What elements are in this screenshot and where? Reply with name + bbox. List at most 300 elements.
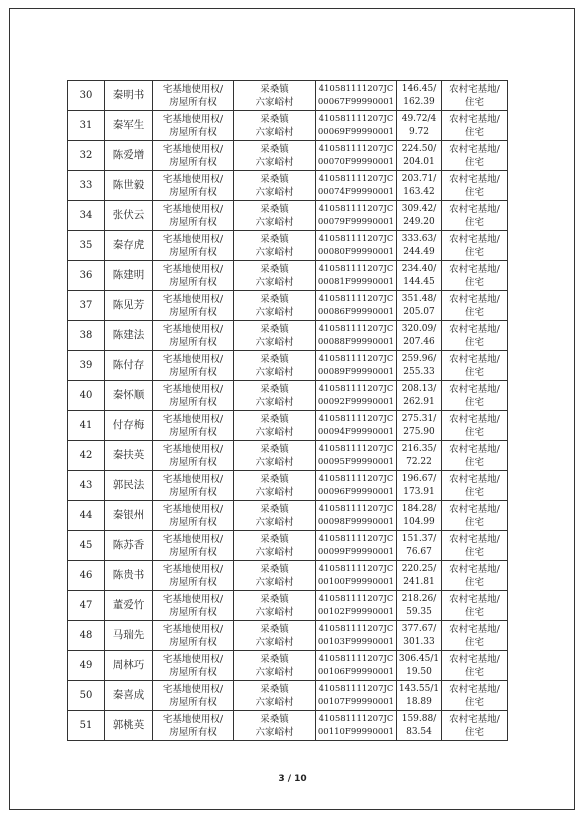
land-use-cell: [442, 261, 508, 291]
location-cell: [234, 111, 316, 141]
owner-name-text: 秦喜成: [112, 689, 145, 701]
right-type-text: 宅基地使用权/ 房屋所有权: [162, 263, 224, 288]
unit-code-text: 410581111207JC 00106F99990001: [317, 653, 395, 677]
land-use-cell: [442, 591, 508, 621]
location-cell: [234, 441, 316, 471]
land-use-text: 农村宅基地/ 住宅: [449, 533, 500, 558]
land-use-text: 农村宅基地/ 住宅: [449, 263, 500, 288]
owner-name-text: 马瑞先: [112, 629, 145, 641]
right-type-text: 宅基地使用权/ 房屋所有权: [162, 683, 224, 708]
area-text: 377.67/ 301.33: [401, 623, 437, 647]
area-cell: [397, 351, 442, 381]
unit-code-text: 410581111207JC 00099F99990001: [317, 533, 395, 557]
unit-code-text: 410581111207JC 00096F99990001: [317, 473, 395, 497]
owner-name-cell: [105, 171, 153, 201]
land-use-text: 农村宅基地/ 住宅: [449, 443, 500, 468]
row-number-cell: [68, 621, 105, 651]
unit-code-text: 410581111207JC 00102F99990001: [317, 593, 395, 617]
location-cell: [234, 501, 316, 531]
right-type-text: 宅基地使用权/ 房屋所有权: [162, 413, 224, 438]
unit-code-cell: [316, 291, 397, 321]
row-number-cell: [68, 291, 105, 321]
owner-name-text: 陈世毅: [112, 179, 145, 191]
owner-name-cell: [105, 141, 153, 171]
row-number-cell: [68, 231, 105, 261]
area-cell: [397, 501, 442, 531]
owner-name-text: 秦银州: [112, 509, 145, 521]
right-type-cell: [153, 381, 234, 411]
table-row: [68, 381, 508, 411]
owner-name-text: 秦军生: [112, 119, 145, 131]
right-type-text: 宅基地使用权/ 房屋所有权: [162, 503, 224, 528]
owner-name-text: 秦扶英: [112, 449, 145, 461]
row-number-text: 36: [79, 270, 93, 281]
right-type-text: 宅基地使用权/ 房屋所有权: [162, 653, 224, 678]
location-text: 采桑镇 六家峪村: [255, 203, 294, 228]
row-number-cell: [68, 651, 105, 681]
area-cell: [397, 711, 442, 741]
area-text: 320.09/ 207.46: [401, 323, 437, 347]
table-row: [68, 231, 508, 261]
location-text: 采桑镇 六家峪村: [255, 443, 294, 468]
unit-code-text: 410581111207JC 00070F99990001: [317, 143, 395, 167]
location-cell: [234, 411, 316, 441]
unit-code-cell: [316, 621, 397, 651]
row-number-text: 35: [79, 240, 93, 251]
row-number-text: 32: [79, 150, 93, 161]
area-cell: [397, 591, 442, 621]
land-use-text: 农村宅基地/ 住宅: [449, 83, 500, 108]
land-use-text: 农村宅基地/ 住宅: [449, 653, 500, 678]
location-cell: [234, 201, 316, 231]
owner-name-text: 秦存虎: [112, 239, 145, 251]
location-text: 采桑镇 六家峪村: [255, 173, 294, 198]
unit-code-cell: [316, 591, 397, 621]
area-text: 306.45/1 19.50: [398, 653, 440, 677]
right-type-cell: [153, 261, 234, 291]
table-row: [68, 591, 508, 621]
owner-name-cell: [105, 351, 153, 381]
row-number-text: 38: [79, 330, 93, 341]
owner-name-cell: [105, 531, 153, 561]
owner-name-text: 陈苏香: [112, 539, 145, 551]
land-use-text: 农村宅基地/ 住宅: [449, 173, 500, 198]
location-cell: [234, 231, 316, 261]
area-text: 49.72/4 9.72: [401, 113, 437, 137]
unit-code-text: 410581111207JC 00081F99990001: [317, 263, 395, 287]
land-use-cell: [442, 501, 508, 531]
land-use-text: 农村宅基地/ 住宅: [449, 293, 500, 318]
unit-code-cell: [316, 411, 397, 441]
unit-code-cell: [316, 471, 397, 501]
right-type-text: 宅基地使用权/ 房屋所有权: [162, 713, 224, 738]
table-row: [68, 411, 508, 441]
location-text: 采桑镇 六家峪村: [255, 623, 294, 648]
row-number-text: 30: [79, 90, 93, 101]
row-number-text: 41: [79, 420, 93, 431]
location-cell: [234, 381, 316, 411]
owner-name-text: 陈爱增: [112, 149, 145, 161]
owner-name-cell: [105, 501, 153, 531]
unit-code-cell: [316, 651, 397, 681]
table-row: [68, 171, 508, 201]
area-cell: [397, 261, 442, 291]
row-number-cell: [68, 171, 105, 201]
area-text: 224.50/ 204.01: [401, 143, 437, 167]
right-type-cell: [153, 171, 234, 201]
right-type-text: 宅基地使用权/ 房屋所有权: [162, 293, 224, 318]
unit-code-cell: [316, 351, 397, 381]
area-text: 208.13/ 262.91: [401, 383, 437, 407]
row-number-text: 40: [79, 390, 93, 401]
owner-name-cell: [105, 441, 153, 471]
owner-name-text: 秦明书: [112, 89, 145, 101]
row-number-text: 33: [79, 180, 93, 191]
table-row: [68, 321, 508, 351]
table-row: [68, 681, 508, 711]
land-use-text: 农村宅基地/ 住宅: [449, 113, 500, 138]
row-number-cell: [68, 381, 105, 411]
land-use-text: 农村宅基地/ 住宅: [449, 473, 500, 498]
land-use-cell: [442, 141, 508, 171]
unit-code-text: 410581111207JC 00086F99990001: [317, 293, 395, 317]
row-number-text: 51: [79, 720, 93, 731]
row-number-cell: [68, 261, 105, 291]
right-type-cell: [153, 291, 234, 321]
location-cell: [234, 81, 316, 111]
right-type-text: 宅基地使用权/ 房屋所有权: [162, 473, 224, 498]
area-text: 196.67/ 173.91: [401, 473, 437, 497]
right-type-text: 宅基地使用权/ 房屋所有权: [162, 173, 224, 198]
right-type-cell: [153, 411, 234, 441]
row-number-cell: [68, 711, 105, 741]
owner-name-text: 陈付存: [112, 359, 145, 371]
owner-name-cell: [105, 591, 153, 621]
owner-name-cell: [105, 291, 153, 321]
row-number-cell: [68, 501, 105, 531]
area-cell: [397, 171, 442, 201]
unit-code-text: 410581111207JC 00069F99990001: [317, 113, 395, 137]
owner-name-cell: [105, 321, 153, 351]
table-row: [68, 351, 508, 381]
area-cell: [397, 81, 442, 111]
area-cell: [397, 141, 442, 171]
location-text: 采桑镇 六家峪村: [255, 353, 294, 378]
area-text: 234.40/ 144.45: [401, 263, 437, 287]
location-cell: [234, 141, 316, 171]
table-row: [68, 81, 508, 111]
land-use-cell: [442, 231, 508, 261]
owner-name-cell: [105, 471, 153, 501]
unit-code-text: 410581111207JC 00088F99990001: [317, 323, 395, 347]
row-number-text: 31: [79, 120, 93, 131]
land-use-cell: [442, 81, 508, 111]
table-row: [68, 201, 508, 231]
land-use-cell: [442, 321, 508, 351]
row-number-cell: [68, 141, 105, 171]
area-text: 151.37/ 76.67: [401, 533, 437, 557]
area-cell: [397, 201, 442, 231]
location-text: 采桑镇 六家峪村: [255, 683, 294, 708]
row-number-text: 46: [79, 570, 93, 581]
registry-table-body: [68, 81, 508, 741]
area-cell: [397, 621, 442, 651]
row-number-text: 45: [79, 540, 93, 551]
row-number-text: 42: [79, 450, 93, 461]
location-cell: [234, 651, 316, 681]
location-cell: [234, 291, 316, 321]
unit-code-cell: [316, 201, 397, 231]
location-text: 采桑镇 六家峪村: [255, 593, 294, 618]
owner-name-cell: [105, 261, 153, 291]
unit-code-text: 410581111207JC 00067F99990001: [317, 83, 395, 107]
unit-code-text: 410581111207JC 00089F99990001: [317, 353, 395, 377]
land-use-cell: [442, 651, 508, 681]
location-text: 采桑镇 六家峪村: [255, 113, 294, 138]
location-cell: [234, 561, 316, 591]
right-type-text: 宅基地使用权/ 房屋所有权: [162, 143, 224, 168]
row-number-text: 50: [79, 690, 93, 701]
location-text: 采桑镇 六家峪村: [255, 413, 294, 438]
location-text: 采桑镇 六家峪村: [255, 143, 294, 168]
row-number-cell: [68, 321, 105, 351]
location-cell: [234, 351, 316, 381]
area-cell: [397, 681, 442, 711]
location-text: 采桑镇 六家峪村: [255, 503, 294, 528]
owner-name-cell: [105, 411, 153, 441]
owner-name-cell: [105, 561, 153, 591]
unit-code-cell: [316, 561, 397, 591]
table-row: [68, 471, 508, 501]
location-cell: [234, 171, 316, 201]
unit-code-cell: [316, 711, 397, 741]
area-cell: [397, 381, 442, 411]
right-type-cell: [153, 201, 234, 231]
right-type-text: 宅基地使用权/ 房屋所有权: [162, 533, 224, 558]
land-use-cell: [442, 711, 508, 741]
land-use-cell: [442, 171, 508, 201]
area-text: 184.28/ 104.99: [401, 503, 437, 527]
owner-name-cell: [105, 81, 153, 111]
location-cell: [234, 711, 316, 741]
row-number-cell: [68, 531, 105, 561]
land-use-text: 农村宅基地/ 住宅: [449, 353, 500, 378]
table-row: [68, 501, 508, 531]
land-use-text: 农村宅基地/ 住宅: [449, 143, 500, 168]
owner-name-text: 周林巧: [112, 659, 145, 671]
area-text: 218.26/ 59.35: [401, 593, 437, 617]
table-row: [68, 621, 508, 651]
land-use-text: 农村宅基地/ 住宅: [449, 323, 500, 348]
unit-code-cell: [316, 441, 397, 471]
location-cell: [234, 621, 316, 651]
right-type-cell: [153, 591, 234, 621]
land-use-text: 农村宅基地/ 住宅: [449, 563, 500, 588]
right-type-cell: [153, 111, 234, 141]
land-use-cell: [442, 291, 508, 321]
table-row: [68, 531, 508, 561]
row-number-cell: [68, 441, 105, 471]
area-cell: [397, 651, 442, 681]
registry-table-container: [67, 80, 508, 741]
area-text: 259.96/ 255.33: [401, 353, 437, 377]
row-number-cell: [68, 201, 105, 231]
table-row: [68, 291, 508, 321]
area-cell: [397, 321, 442, 351]
land-use-cell: [442, 471, 508, 501]
area-cell: [397, 411, 442, 441]
right-type-cell: [153, 141, 234, 171]
unit-code-text: 410581111207JC 00080F99990001: [317, 233, 395, 257]
unit-code-text: 410581111207JC 00107F99990001: [317, 683, 395, 707]
unit-code-text: 410581111207JC 00092F99990001: [317, 383, 395, 407]
unit-code-text: 410581111207JC 00110F99990001: [317, 713, 395, 737]
location-text: 采桑镇 六家峪村: [255, 653, 294, 678]
right-type-cell: [153, 471, 234, 501]
row-number-text: 37: [79, 300, 93, 311]
row-number-text: 43: [79, 480, 93, 491]
location-text: 采桑镇 六家峪村: [255, 83, 294, 108]
location-text: 采桑镇 六家峪村: [255, 473, 294, 498]
row-number-text: 47: [79, 600, 93, 611]
owner-name-text: 陈建明: [112, 269, 145, 281]
right-type-text: 宅基地使用权/ 房屋所有权: [162, 323, 224, 348]
table-row: [68, 561, 508, 591]
right-type-cell: [153, 561, 234, 591]
land-use-cell: [442, 621, 508, 651]
unit-code-cell: [316, 261, 397, 291]
right-type-text: 宅基地使用权/ 房屋所有权: [162, 353, 224, 378]
land-use-text: 农村宅基地/ 住宅: [449, 623, 500, 648]
location-text: 采桑镇 六家峪村: [255, 323, 294, 348]
land-use-cell: [442, 681, 508, 711]
owner-name-cell: [105, 201, 153, 231]
row-number-text: 39: [79, 360, 93, 371]
land-use-text: 农村宅基地/ 住宅: [449, 713, 500, 738]
unit-code-text: 410581111207JC 00095F99990001: [317, 443, 395, 467]
area-cell: [397, 291, 442, 321]
row-number-text: 44: [79, 510, 93, 521]
row-number-cell: [68, 81, 105, 111]
owner-name-text: 张伏云: [112, 209, 145, 221]
row-number-cell: [68, 111, 105, 141]
location-cell: [234, 321, 316, 351]
location-text: 采桑镇 六家峪村: [255, 293, 294, 318]
right-type-cell: [153, 351, 234, 381]
row-number-cell: [68, 591, 105, 621]
right-type-text: 宅基地使用权/ 房屋所有权: [162, 233, 224, 258]
location-cell: [234, 531, 316, 561]
location-cell: [234, 471, 316, 501]
location-text: 采桑镇 六家峪村: [255, 263, 294, 288]
table-row: [68, 441, 508, 471]
page-number: 3 / 10: [278, 774, 307, 784]
table-row: [68, 651, 508, 681]
unit-code-cell: [316, 531, 397, 561]
right-type-cell: [153, 441, 234, 471]
registry-table: [67, 80, 508, 741]
area-text: 146.45/ 162.39: [401, 83, 437, 107]
row-number-text: 34: [79, 210, 93, 221]
area-text: 309.42/ 249.20: [401, 203, 437, 227]
owner-name-cell: [105, 621, 153, 651]
land-use-cell: [442, 441, 508, 471]
unit-code-text: 410581111207JC 00103F99990001: [317, 623, 395, 647]
location-text: 采桑镇 六家峪村: [255, 713, 294, 738]
land-use-text: 农村宅基地/ 住宅: [449, 233, 500, 258]
unit-code-cell: [316, 321, 397, 351]
owner-name-cell: [105, 111, 153, 141]
right-type-text: 宅基地使用权/ 房屋所有权: [162, 563, 224, 588]
unit-code-cell: [316, 681, 397, 711]
unit-code-text: 410581111207JC 00074F99990001: [317, 173, 395, 197]
owner-name-cell: [105, 651, 153, 681]
unit-code-cell: [316, 381, 397, 411]
land-use-cell: [442, 111, 508, 141]
row-number-cell: [68, 471, 105, 501]
row-number-cell: [68, 351, 105, 381]
unit-code-cell: [316, 111, 397, 141]
area-text: 351.48/ 205.07: [401, 293, 437, 317]
land-use-text: 农村宅基地/ 住宅: [449, 203, 500, 228]
owner-name-cell: [105, 711, 153, 741]
owner-name-text: 陈贵书: [112, 569, 145, 581]
area-cell: [397, 531, 442, 561]
owner-name-text: 郭民法: [112, 479, 145, 491]
area-cell: [397, 471, 442, 501]
land-use-cell: [442, 351, 508, 381]
unit-code-text: 410581111207JC 00094F99990001: [317, 413, 395, 437]
location-cell: [234, 591, 316, 621]
area-cell: [397, 441, 442, 471]
owner-name-cell: [105, 381, 153, 411]
location-text: 采桑镇 六家峪村: [255, 233, 294, 258]
unit-code-cell: [316, 141, 397, 171]
right-type-cell: [153, 231, 234, 261]
row-number-text: 48: [79, 630, 93, 641]
table-row: [68, 261, 508, 291]
table-row: [68, 711, 508, 741]
right-type-text: 宅基地使用权/ 房屋所有权: [162, 593, 224, 618]
right-type-text: 宅基地使用权/ 房屋所有权: [162, 113, 224, 138]
owner-name-text: 付存梅: [112, 419, 145, 431]
land-use-cell: [442, 531, 508, 561]
land-use-cell: [442, 381, 508, 411]
location-text: 采桑镇 六家峪村: [255, 383, 294, 408]
unit-code-cell: [316, 171, 397, 201]
land-use-text: 农村宅基地/ 住宅: [449, 503, 500, 528]
owner-name-text: 陈建法: [112, 329, 145, 341]
row-number-cell: [68, 411, 105, 441]
owner-name-text: 秦怀顺: [112, 389, 145, 401]
location-text: 采桑镇 六家峪村: [255, 563, 294, 588]
area-cell: [397, 231, 442, 261]
right-type-cell: [153, 711, 234, 741]
unit-code-text: 410581111207JC 00079F99990001: [317, 203, 395, 227]
land-use-text: 农村宅基地/ 住宅: [449, 593, 500, 618]
area-cell: [397, 561, 442, 591]
area-text: 220.25/ 241.81: [401, 563, 437, 587]
unit-code-text: 410581111207JC 00098F99990001: [317, 503, 395, 527]
land-use-text: 农村宅基地/ 住宅: [449, 683, 500, 708]
table-row: [68, 141, 508, 171]
area-text: 275.31/ 275.90: [401, 413, 437, 437]
area-text: 216.35/ 72.22: [401, 443, 437, 467]
area-text: 143.55/1 18.89: [398, 683, 440, 707]
right-type-cell: [153, 81, 234, 111]
area-cell: [397, 111, 442, 141]
land-use-text: 农村宅基地/ 住宅: [449, 413, 500, 438]
